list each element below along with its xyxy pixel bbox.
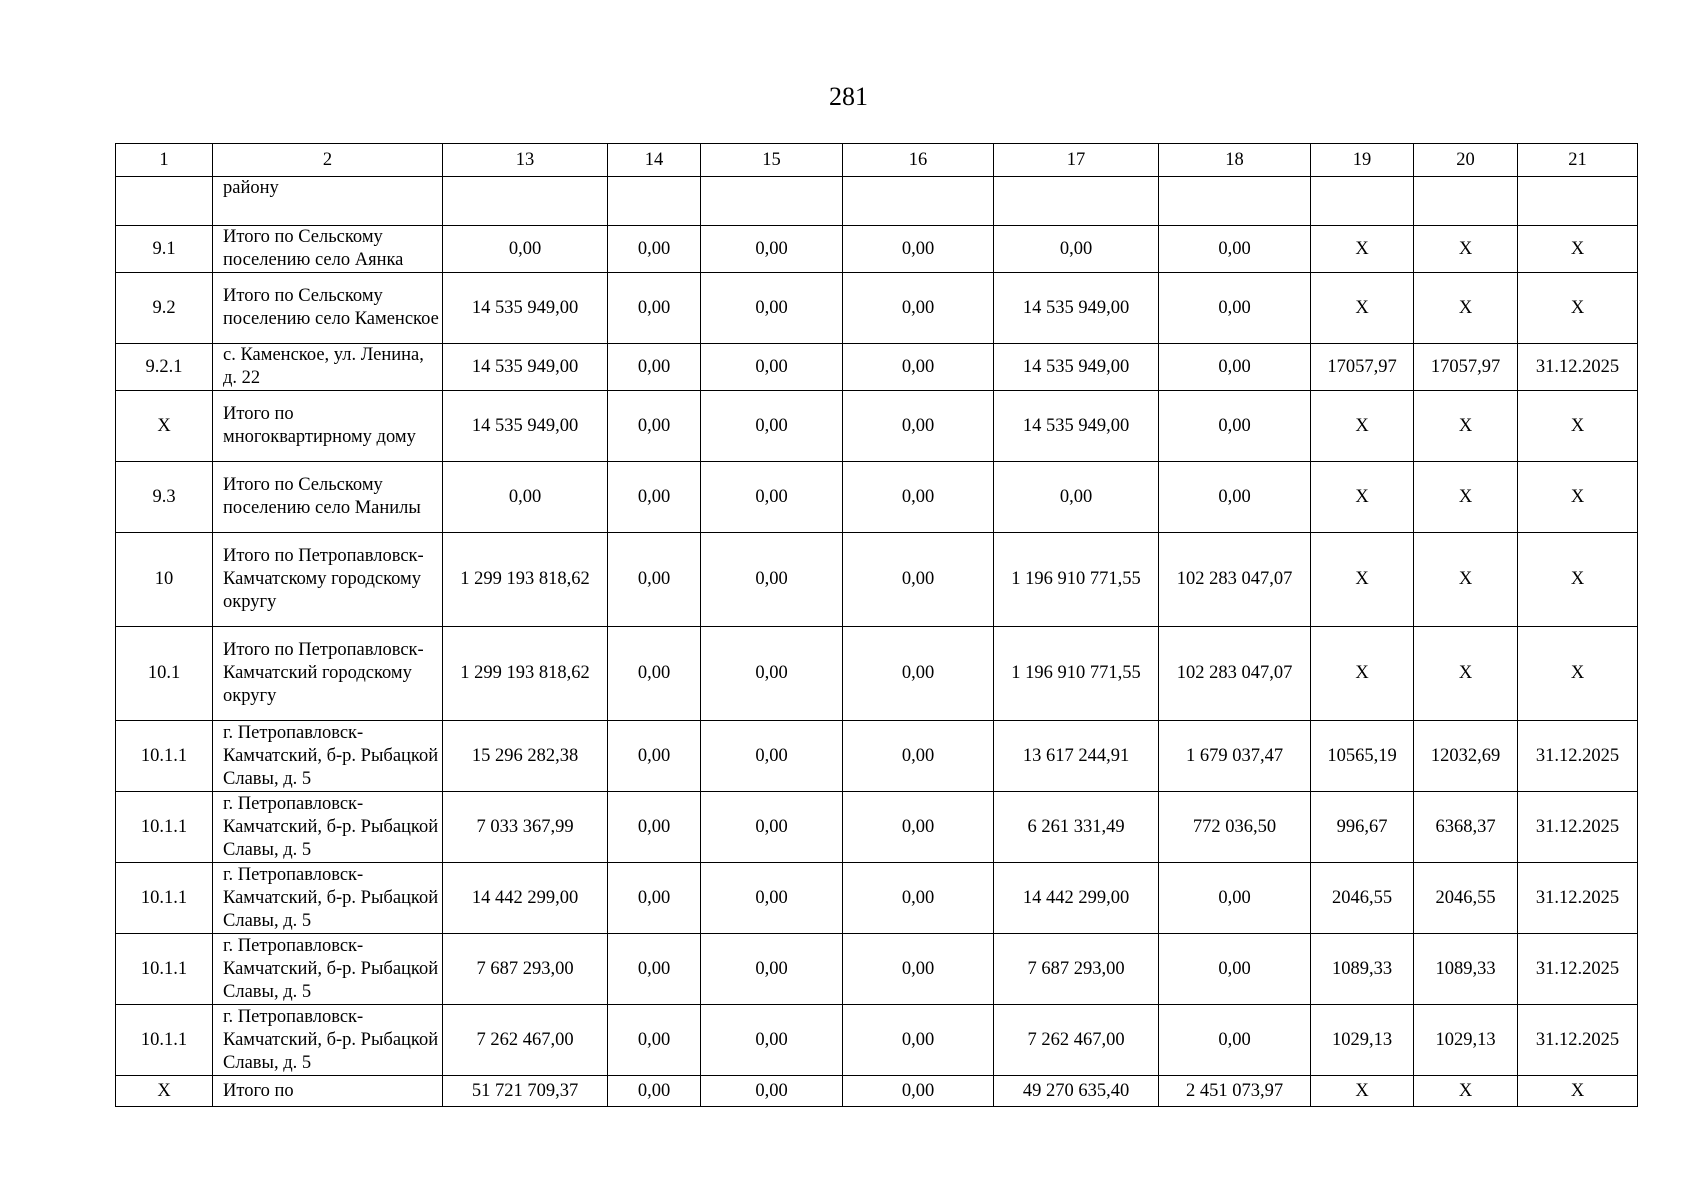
value-cell: 0,00 — [994, 462, 1159, 533]
value-cell: X — [1414, 533, 1518, 627]
value-cell: 0,00 — [608, 934, 701, 1005]
value-cell: 0,00 — [701, 934, 843, 1005]
table-row — [116, 627, 1638, 721]
value-cell: X — [1518, 226, 1638, 273]
value-cell: 0,00 — [701, 533, 843, 627]
table-row — [116, 533, 1638, 627]
row-name-cell: Итого по многоквартирному дому — [213, 391, 443, 462]
value-cell: 0,00 — [1159, 934, 1311, 1005]
row-number-cell: 10.1.1 — [116, 863, 213, 934]
row-number-cell: 10.1.1 — [116, 1005, 213, 1076]
value-cell: 7 033 367,99 — [443, 792, 608, 863]
row-name-cell: Итого по Сельскому поселению село Аянка — [213, 226, 443, 273]
row-name-cell: Итого по — [213, 1076, 443, 1107]
value-cell: 13 617 244,91 — [994, 721, 1159, 792]
value-cell: X — [1311, 1076, 1414, 1107]
value-cell: 1 196 910 771,55 — [994, 627, 1159, 721]
row-name-cell: Итого по Сельскому поселению село Каменское — [213, 273, 443, 344]
value-cell: 7 262 467,00 — [443, 1005, 608, 1076]
value-cell: 1 196 910 771,55 — [994, 533, 1159, 627]
value-cell: 0,00 — [843, 934, 994, 1005]
value-cell: 31.12.2025 — [1518, 792, 1638, 863]
value-cell: 17057,97 — [1311, 344, 1414, 391]
row-number-cell: 10.1.1 — [116, 721, 213, 792]
row-name-cell: г. Петропавловск-Камчатский, б-р. Рыбацкой Славы, д. 5 — [213, 721, 443, 792]
header-cell: 15 — [701, 144, 843, 177]
value-cell: 0,00 — [843, 1005, 994, 1076]
value-cell — [1414, 177, 1518, 226]
value-cell: 10565,19 — [1311, 721, 1414, 792]
table-row — [116, 344, 1638, 391]
value-cell: 102 283 047,07 — [1159, 533, 1311, 627]
table-row — [116, 1005, 1638, 1076]
value-cell: 0,00 — [701, 391, 843, 462]
value-cell: 31.12.2025 — [1518, 934, 1638, 1005]
value-cell: X — [1414, 391, 1518, 462]
value-cell: 0,00 — [1159, 1005, 1311, 1076]
value-cell: 0,00 — [843, 462, 994, 533]
value-cell: 0,00 — [1159, 226, 1311, 273]
value-cell: 0,00 — [1159, 344, 1311, 391]
value-cell: 0,00 — [701, 1076, 843, 1107]
value-cell: 0,00 — [443, 462, 608, 533]
value-cell: X — [1414, 462, 1518, 533]
row-name-cell: Итого по Петропавловск-Камчатский городскому округу — [213, 627, 443, 721]
table-row — [116, 391, 1638, 462]
value-cell: 0,00 — [701, 792, 843, 863]
row-number-cell: 9.2.1 — [116, 344, 213, 391]
value-cell: 0,00 — [701, 462, 843, 533]
value-cell: 0,00 — [701, 226, 843, 273]
table-row — [116, 934, 1638, 1005]
header-cell: 17 — [994, 144, 1159, 177]
value-cell: 0,00 — [608, 863, 701, 934]
value-cell: 0,00 — [701, 344, 843, 391]
value-cell: 0,00 — [608, 1076, 701, 1107]
value-cell: X — [1518, 533, 1638, 627]
page-number: 281 — [829, 82, 868, 111]
value-cell: 0,00 — [608, 792, 701, 863]
row-name-cell: Итого по Петропавловск-Камчатскому городскому округу — [213, 533, 443, 627]
value-cell: 14 535 949,00 — [443, 273, 608, 344]
value-cell: 1 679 037,47 — [1159, 721, 1311, 792]
table-row — [116, 1076, 1638, 1107]
row-number-cell — [116, 177, 213, 226]
value-cell: 1089,33 — [1414, 934, 1518, 1005]
table-row — [116, 273, 1638, 344]
row-name-cell: с. Каменское, ул. Ленина, д. 22 — [213, 344, 443, 391]
row-name-cell: г. Петропавловск-Камчатский, б-р. Рыбацкой Славы, д. 5 — [213, 934, 443, 1005]
value-cell — [701, 177, 843, 226]
value-cell: 0,00 — [843, 533, 994, 627]
value-cell: 14 535 949,00 — [994, 391, 1159, 462]
value-cell: 7 687 293,00 — [994, 934, 1159, 1005]
value-cell: 0,00 — [843, 344, 994, 391]
value-cell: 0,00 — [1159, 391, 1311, 462]
data-table — [115, 143, 1638, 1107]
value-cell: 0,00 — [701, 1005, 843, 1076]
header-row — [116, 144, 1638, 177]
value-cell: X — [1518, 1076, 1638, 1107]
value-cell: X — [1414, 627, 1518, 721]
value-cell: 0,00 — [701, 721, 843, 792]
value-cell: 0,00 — [1159, 863, 1311, 934]
value-cell: X — [1414, 273, 1518, 344]
table-row — [116, 226, 1638, 273]
row-number-cell: 10.1.1 — [116, 792, 213, 863]
header-cell: 1 — [116, 144, 213, 177]
value-cell — [608, 177, 701, 226]
value-cell: 15 296 282,38 — [443, 721, 608, 792]
value-cell: 1 299 193 818,62 — [443, 533, 608, 627]
row-number-cell: 9.3 — [116, 462, 213, 533]
value-cell: 0,00 — [843, 863, 994, 934]
value-cell: 0,00 — [608, 533, 701, 627]
value-cell: 0,00 — [701, 627, 843, 721]
value-cell: 6368,37 — [1414, 792, 1518, 863]
header-cell: 13 — [443, 144, 608, 177]
table-row — [116, 462, 1638, 533]
value-cell: 14 535 949,00 — [994, 344, 1159, 391]
value-cell: X — [1311, 273, 1414, 344]
value-cell: 7 262 467,00 — [994, 1005, 1159, 1076]
value-cell: 31.12.2025 — [1518, 1005, 1638, 1076]
value-cell: 1 299 193 818,62 — [443, 627, 608, 721]
value-cell: X — [1518, 627, 1638, 721]
value-cell — [443, 177, 608, 226]
value-cell: 14 535 949,00 — [994, 273, 1159, 344]
value-cell: 12032,69 — [1414, 721, 1518, 792]
row-name-cell: г. Петропавловск-Камчатский, б-р. Рыбацкой Славы, д. 5 — [213, 792, 443, 863]
value-cell: 0,00 — [608, 462, 701, 533]
value-cell — [1518, 177, 1638, 226]
value-cell: 0,00 — [843, 627, 994, 721]
value-cell: 1029,13 — [1311, 1005, 1414, 1076]
value-cell: 0,00 — [1159, 273, 1311, 344]
value-cell: X — [1414, 1076, 1518, 1107]
value-cell: 6 261 331,49 — [994, 792, 1159, 863]
table-row — [116, 177, 1638, 226]
row-number-cell: X — [116, 1076, 213, 1107]
header-cell: 18 — [1159, 144, 1311, 177]
value-cell: 0,00 — [443, 226, 608, 273]
header-cell: 19 — [1311, 144, 1414, 177]
value-cell: 772 036,50 — [1159, 792, 1311, 863]
value-cell: 49 270 635,40 — [994, 1076, 1159, 1107]
value-cell: 2 451 073,97 — [1159, 1076, 1311, 1107]
value-cell: 0,00 — [608, 1005, 701, 1076]
header-cell: 16 — [843, 144, 994, 177]
value-cell: 14 442 299,00 — [443, 863, 608, 934]
row-number-cell: 10.1 — [116, 627, 213, 721]
value-cell: X — [1311, 627, 1414, 721]
value-cell: 0,00 — [843, 273, 994, 344]
value-cell: 17057,97 — [1414, 344, 1518, 391]
value-cell: 7 687 293,00 — [443, 934, 608, 1005]
value-cell: 0,00 — [1159, 462, 1311, 533]
value-cell: X — [1518, 273, 1638, 344]
value-cell: 0,00 — [608, 226, 701, 273]
row-name-cell: г. Петропавловск-Камчатский, б-р. Рыбацкой Славы, д. 5 — [213, 863, 443, 934]
table-row — [116, 792, 1638, 863]
value-cell: 14 535 949,00 — [443, 344, 608, 391]
value-cell: X — [1518, 462, 1638, 533]
value-cell — [1311, 177, 1414, 226]
table-row — [116, 721, 1638, 792]
value-cell: 0,00 — [608, 391, 701, 462]
table-row — [116, 863, 1638, 934]
value-cell: 51 721 709,37 — [443, 1076, 608, 1107]
header-cell: 2 — [213, 144, 443, 177]
value-cell: 0,00 — [843, 226, 994, 273]
value-cell — [1159, 177, 1311, 226]
value-cell: 2046,55 — [1311, 863, 1414, 934]
value-cell: 14 442 299,00 — [994, 863, 1159, 934]
row-number-cell: 9.1 — [116, 226, 213, 273]
value-cell: 0,00 — [701, 273, 843, 344]
value-cell: 0,00 — [843, 721, 994, 792]
value-cell: 0,00 — [843, 792, 994, 863]
value-cell: 31.12.2025 — [1518, 721, 1638, 792]
row-name-cell: району — [213, 177, 443, 226]
value-cell: 0,00 — [843, 1076, 994, 1107]
value-cell: X — [1518, 391, 1638, 462]
value-cell: 31.12.2025 — [1518, 863, 1638, 934]
value-cell: 14 535 949,00 — [443, 391, 608, 462]
value-cell: 1089,33 — [1311, 934, 1414, 1005]
value-cell: 102 283 047,07 — [1159, 627, 1311, 721]
value-cell: X — [1311, 391, 1414, 462]
value-cell: X — [1311, 462, 1414, 533]
value-cell: 0,00 — [994, 226, 1159, 273]
value-cell: 0,00 — [701, 863, 843, 934]
value-cell: X — [1414, 226, 1518, 273]
header-cell: 20 — [1414, 144, 1518, 177]
value-cell: 31.12.2025 — [1518, 344, 1638, 391]
value-cell: 0,00 — [843, 391, 994, 462]
value-cell: X — [1311, 533, 1414, 627]
row-number-cell: 9.2 — [116, 273, 213, 344]
row-number-cell: X — [116, 391, 213, 462]
value-cell: 0,00 — [608, 721, 701, 792]
value-cell: X — [1311, 226, 1414, 273]
header-cell: 21 — [1518, 144, 1638, 177]
value-cell: 1029,13 — [1414, 1005, 1518, 1076]
row-number-cell: 10 — [116, 533, 213, 627]
value-cell: 0,00 — [608, 273, 701, 344]
row-name-cell: Итого по Сельскому поселению село Манилы — [213, 462, 443, 533]
value-cell: 0,00 — [608, 627, 701, 721]
row-name-cell: г. Петропавловск-Камчатский, б-р. Рыбацкой Славы, д. 5 — [213, 1005, 443, 1076]
value-cell — [843, 177, 994, 226]
value-cell — [994, 177, 1159, 226]
value-cell: 2046,55 — [1414, 863, 1518, 934]
value-cell: 996,67 — [1311, 792, 1414, 863]
value-cell: 0,00 — [608, 344, 701, 391]
row-number-cell: 10.1.1 — [116, 934, 213, 1005]
header-cell: 14 — [608, 144, 701, 177]
